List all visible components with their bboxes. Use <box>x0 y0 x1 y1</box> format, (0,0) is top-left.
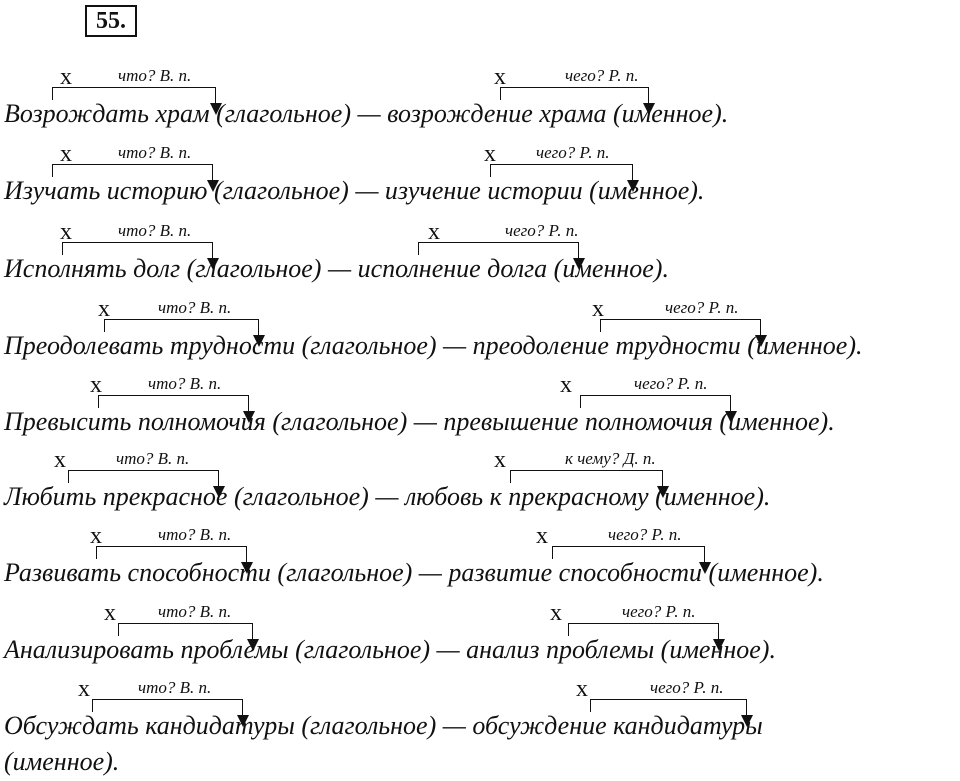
phrase-sentence: Возрождать храм (глагольное) — возрождение храма (именное). <box>4 99 729 128</box>
case-question: к чему? Д. п. <box>565 449 656 468</box>
exercise-number: 55. <box>85 5 137 37</box>
case-question: чего? Р. п. <box>665 298 739 317</box>
phrase-sentence: Любить прекрасное (глагольное) — любовь к прекрасному (именное). <box>4 482 771 511</box>
main-word-mark: x <box>494 447 506 473</box>
exercise-row <box>0 142 960 220</box>
case-question: что? В. п. <box>148 374 222 393</box>
case-question: чего? Р. п. <box>565 66 639 85</box>
case-question: что? В. п. <box>158 525 232 544</box>
exercise-row <box>0 676 960 776</box>
case-question: что? В. п. <box>158 602 232 621</box>
case-question: чего? Р. п. <box>536 143 610 162</box>
case-question: что? В. п. <box>116 449 190 468</box>
case-question: чего? Р. п. <box>622 602 696 621</box>
exercise-row <box>0 297 960 375</box>
main-word-mark: x <box>484 141 496 167</box>
main-word-mark: x <box>60 219 72 245</box>
case-question: что? В. п. <box>158 298 232 317</box>
phrase-sentence: Обсуждать кандидатуры (глагольное) — обсуждение кандидатуры <box>4 711 763 740</box>
main-word-mark: x <box>560 372 572 398</box>
exercise-row <box>0 220 960 298</box>
main-word-mark: x <box>592 296 604 322</box>
main-word-mark: x <box>54 447 66 473</box>
case-question: что? В. п. <box>118 66 192 85</box>
exercise-row <box>0 601 960 679</box>
phrase-sentence: Преодолевать трудности (глагольное) — преодоление трудности (именное). <box>4 331 863 360</box>
main-word-mark: x <box>60 64 72 90</box>
case-question: что? В. п. <box>138 678 212 697</box>
main-word-mark: x <box>550 600 562 626</box>
case-question: чего? Р. п. <box>634 374 708 393</box>
case-question: что? В. п. <box>118 221 192 240</box>
main-word-mark: x <box>98 296 110 322</box>
main-word-mark: x <box>90 372 102 398</box>
main-word-mark: x <box>90 523 102 549</box>
phrase-sentence: Исполнять долг (глагольное) — исполнение долга (именное). <box>4 254 669 283</box>
case-question: чего? Р. п. <box>650 678 724 697</box>
exercise-row <box>0 524 960 602</box>
case-question: что? В. п. <box>118 143 192 162</box>
phrase-sentence: Развивать способности (глагольное) — развитие способности (именное). <box>4 558 824 587</box>
exercise-row <box>0 448 960 526</box>
main-word-mark: x <box>78 676 90 702</box>
main-word-mark: x <box>494 64 506 90</box>
main-word-mark: x <box>428 219 440 245</box>
phrase-sentence: Изучать историю (глагольное) — изучение истории (именное). <box>4 176 705 205</box>
phrase-sentence: Превысить полномочия (глагольное) — превышение полномочия (именное). <box>4 407 835 436</box>
main-word-mark: x <box>536 523 548 549</box>
main-word-mark: x <box>576 676 588 702</box>
main-word-mark: x <box>60 141 72 167</box>
exercise-row <box>0 65 960 143</box>
exercise-row <box>0 373 960 451</box>
case-question: чего? Р. п. <box>608 525 682 544</box>
case-question: чего? Р. п. <box>505 221 579 240</box>
main-word-mark: x <box>104 600 116 626</box>
phrase-sentence-continuation: (именное). <box>4 747 120 776</box>
phrase-sentence: Анализировать проблемы (глагольное) — анализ проблемы (именное). <box>4 635 776 664</box>
